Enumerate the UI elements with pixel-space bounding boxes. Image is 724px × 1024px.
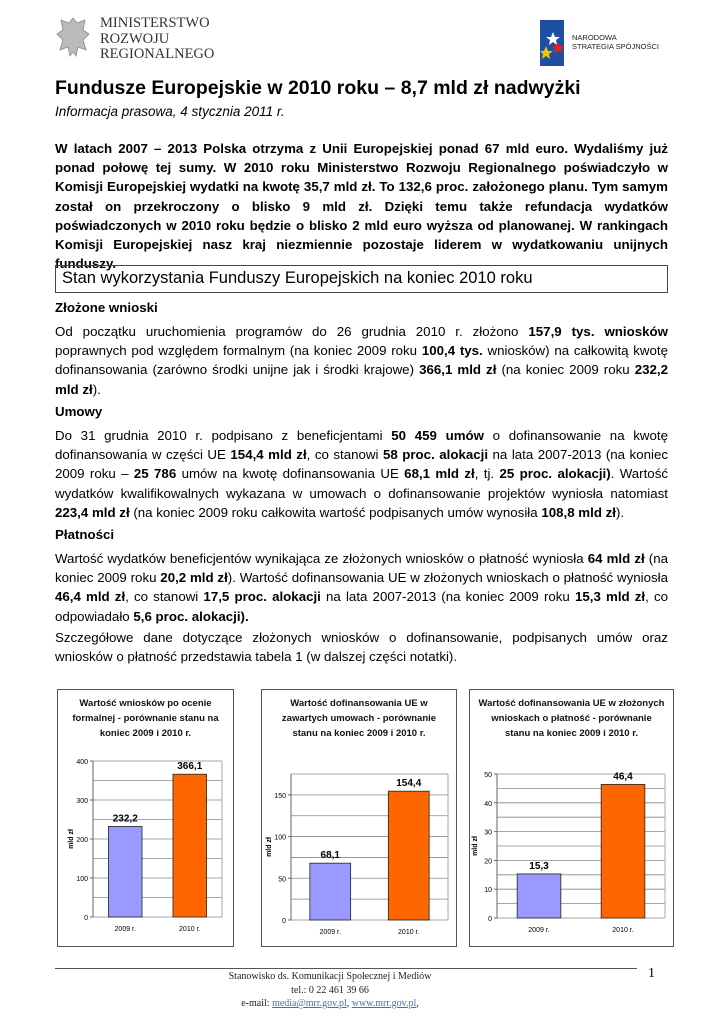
chart-title: Wartość dofinansowania UE w złożonych wnioskach o płatność - porównanie stanu na koniec 2009 i 2010 r.	[478, 698, 665, 739]
text-run: ). Wartość dofinansowania UE w złożonych wnioskach o płatność wyniosła	[227, 570, 668, 586]
bar-2010r	[388, 791, 429, 920]
bold-figure: 20,2 mld zł	[160, 570, 228, 586]
x-tick-label: 2010 r.	[612, 927, 634, 934]
y-tick-label: 0	[488, 916, 492, 923]
x-tick-label: 2009 r.	[528, 927, 550, 934]
ministry-logo-line: REGIONALNEGO	[100, 46, 215, 62]
heading-payments: Płatności	[55, 527, 115, 542]
y-tick-label: 30	[484, 829, 492, 837]
bar-chart	[262, 690, 456, 946]
y-tick-label: 0	[282, 918, 286, 925]
section-header-box	[55, 265, 668, 293]
text-run: Do 31 grudnia 2010 r. podpisano z beneficjentami	[55, 428, 392, 443]
heading-contracts: Umowy	[55, 404, 103, 419]
footer: Stanowisko ds. Komunikacji Społecznej i Mediów tel.: 0 22 461 39 66 e-mail: media@mrr.gov.pl, www.mrr.gov.pl,	[200, 970, 460, 1011]
ministry-logo-line: ROZWOJU	[100, 30, 170, 47]
data-label: 366,1	[177, 761, 203, 773]
ministry-logo	[55, 14, 215, 64]
data-label: 232,2	[112, 813, 138, 825]
text-run: Wartość wydatków beneficjentów wynikająca ze złożonych wniosków o płatność wyniosła	[55, 551, 588, 566]
data-label: 15,3	[529, 860, 549, 872]
y-axis-label: mld zł	[68, 829, 75, 849]
bold-figure: 25 proc. alokacji)	[499, 466, 611, 482]
bold-figure: 25 786	[133, 466, 177, 482]
text-run: umów na kwotę dofinansowania UE	[176, 466, 405, 482]
bold-figure: 232,2 mld zł	[55, 362, 668, 397]
y-tick-label: 0	[84, 915, 88, 922]
text-run: , co stanowi	[306, 447, 383, 463]
nss-flag-icon	[540, 20, 564, 66]
bar-chart	[470, 690, 673, 946]
text-run: (na koniec 2009 roku	[55, 551, 668, 586]
bold-figure: 68,1 mld zł	[404, 466, 475, 482]
x-tick-label: 2009 r.	[114, 926, 136, 933]
chart-title: Wartość dofinansowania UE w zawartych umowach - porównanie stanu na koniec 2009 i 2010 r.	[281, 698, 437, 739]
website-link[interactable]: www.mrr.gov.pl	[351, 998, 417, 1009]
text-run: , co stanowi	[125, 589, 204, 605]
ministry-logo-line: MINISTERSTWO	[100, 15, 210, 31]
bar-2009r	[108, 826, 142, 917]
section-title: Stan wykorzystania Funduszy Europejskich na koniec 2010 roku	[62, 269, 533, 287]
y-tick-label: 200	[76, 837, 88, 844]
bold-figure: 50 459 umów	[391, 428, 484, 443]
chart-applications	[57, 689, 234, 947]
page-subtitle: Informacja prasowa, 4 stycznia 2011 r.	[55, 104, 285, 119]
paragraph-contracts	[55, 426, 668, 522]
y-tick-label: 10	[484, 887, 492, 895]
text-run: na lata 2007-2013 (na koniec 2009 roku –	[55, 447, 668, 482]
lead-paragraph: W latach 2007 – 2013 Polska otrzyma z Unii Europejskiej ponad 67 mld euro. Wydaliśmy już ponad połowę tej sumy. W 2010 roku Ministerstwo Rozwoju Regionalnego poświadczyło w Komisji Europejskiej wydatki na kwotę 35,7 mld zł. To 132,6 proc. założonego planu. Tym samym został on przekroczony o blisko 9 mld zł. Dzięki temu także refundacja wydatków poświadczonych w 2010 roku będzie o blisko 2 mld euro wyższa od planowanej. W rankingach Komisji Europejskiej nasz kraj niezmiennie pozostaje liderem w wydatkowaniu unijnych funduszy.	[55, 141, 668, 272]
x-tick-label: 2010 r.	[179, 926, 201, 933]
y-tick-label: 20	[484, 858, 492, 866]
y-tick-label: 100	[274, 834, 286, 842]
text-run: , co odpowiadało	[55, 589, 669, 624]
text-run: . Wartość wydatków kwalifikowalnych wykazana w umowach o dofinansowanie projektów wyniosła natomiast	[55, 466, 668, 501]
paragraph-payments	[55, 549, 668, 626]
text-run: wniosków) na całkowitą kwotę dofinansowania (zarówno środki unijne jak i środki krajowe)	[55, 343, 669, 378]
y-tick-label: 50	[484, 772, 492, 779]
footer-divider	[55, 968, 637, 969]
y-tick-label: 400	[76, 759, 88, 766]
y-axis-label: mld zł	[472, 836, 479, 856]
bar-2010r	[173, 774, 207, 917]
y-tick-label: 50	[278, 876, 286, 884]
bold-figure: 58 proc. alokacji	[382, 447, 489, 463]
email-link[interactable]: media@mrr.gov.pl	[272, 998, 347, 1009]
chart-payments	[469, 689, 674, 947]
y-tick-label: 150	[274, 792, 286, 800]
x-tick-label: 2009 r.	[319, 929, 341, 936]
y-tick-label: 40	[484, 800, 492, 808]
bold-figure: 64 mld zł	[587, 551, 645, 566]
bold-figure: 46,4 mld zł	[55, 589, 126, 605]
bold-figure: 223,4 mld zł	[55, 504, 130, 520]
nss-logo-line: NARODOWA	[572, 33, 617, 42]
eagle-emblem-icon	[55, 14, 91, 62]
text-run: na lata 2007-2013 (na koniec 2009 roku	[320, 589, 575, 605]
bold-figure: 108,8 mld zł	[541, 504, 616, 520]
footer-office: Stanowisko ds. Komunikacji Społecznej i Mediów	[228, 971, 432, 982]
page-title: Fundusze Europejskie w 2010 roku – 8,7 mld zł nadwyżki	[55, 77, 581, 99]
bold-figure: 157,9 tys. wniosków	[528, 324, 668, 339]
nss-logo-line: STRATEGIA SPÓJNOŚCI	[572, 42, 659, 51]
bold-figure: 5,6 proc. alokacji).	[133, 608, 249, 624]
bold-figure: 154,4 mld zł	[230, 447, 307, 463]
page-number: 1	[648, 966, 655, 981]
text-run: ).	[92, 381, 101, 397]
data-label: 46,4	[613, 771, 633, 783]
text-run: (na koniec 2009 roku	[496, 362, 635, 378]
bar-2009r	[310, 863, 351, 920]
text-run: o dofinansowanie na kwotę dofinansowania w części UE	[55, 428, 668, 463]
footer-phone: tel.: 0 22 461 39 66	[291, 984, 369, 996]
x-tick-label: 2010 r.	[398, 929, 420, 936]
y-tick-label: 300	[76, 798, 88, 805]
closing-paragraph: Szczegółowe dane dotyczące złożonych wniosków o dofinansowanie, podpisanych umów oraz wniosków o płatność przedstawia tabela 1 (w dalszej części notatki).	[55, 630, 668, 665]
y-axis-label: mld zł	[266, 837, 273, 857]
text-run: (na koniec 2009 roku całkowita wartość podpisanych umów wynosiła	[129, 504, 542, 520]
paragraph-applications	[55, 322, 668, 399]
bar-2009r	[517, 874, 561, 918]
bold-figure: 17,5 proc. alokacji	[203, 589, 321, 605]
data-label: 68,1	[320, 850, 340, 862]
bold-figure: 100,4 tys.	[421, 343, 483, 359]
heading-applications: Złożone wnioski	[55, 300, 158, 315]
text-run: poprawnych pod względem formalnym (na koniec 2009 roku	[55, 343, 422, 359]
bar-chart	[58, 690, 233, 946]
chart-contracts	[261, 689, 457, 947]
bar-2010r	[601, 784, 645, 918]
chart-title: Wartość wniosków po ocenie formalnej - porównanie stanu na koniec 2009 i 2010 r.	[72, 698, 219, 739]
data-label: 154,4	[396, 778, 422, 790]
y-tick-label: 100	[76, 876, 88, 883]
nss-logo	[540, 20, 680, 66]
text-run: , tj.	[474, 466, 500, 482]
bold-figure: 366,1 mld zł	[419, 362, 497, 378]
text-run: ).	[615, 504, 625, 520]
text-run: Od początku uruchomienia programów do 26 grudnia 2010 r. złożono	[55, 324, 529, 339]
bold-figure: 15,3 mld zł	[574, 589, 646, 605]
footer-email-label: e-mail:	[241, 998, 273, 1009]
